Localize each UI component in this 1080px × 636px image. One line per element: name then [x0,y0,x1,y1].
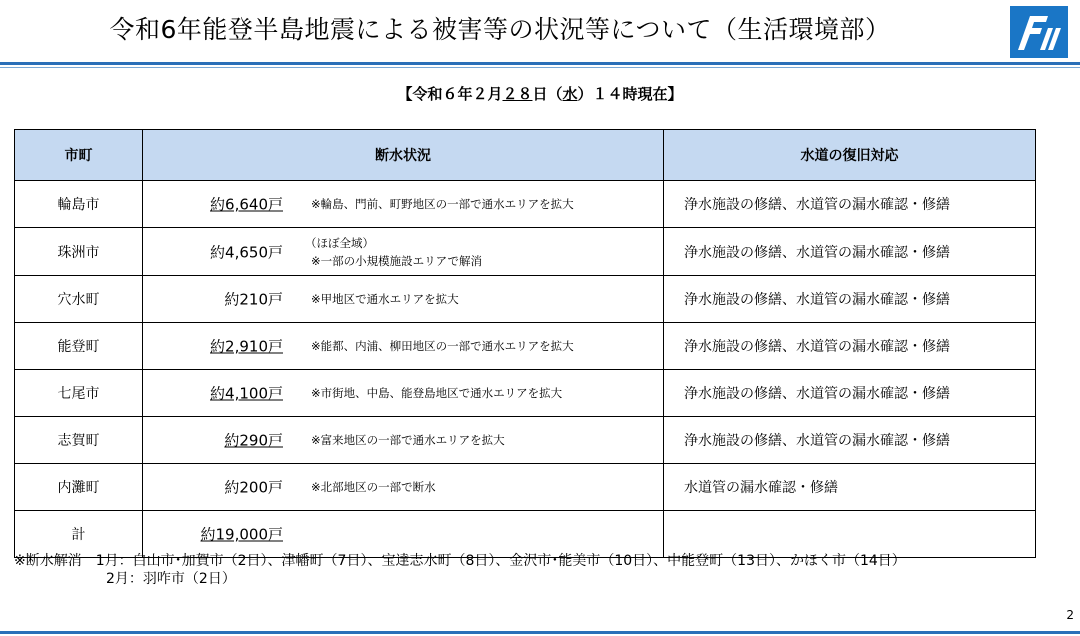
cell-recovery-response: 水道管の漏水確認・修繕 [664,464,1036,511]
cell-recovery-response: 浄水施設の修繕、水道管の漏水確認・修繕 [664,276,1036,323]
cell-outage-status [143,511,664,558]
cell-recovery-response: 浄水施設の修繕、水道管の漏水確認・修繕 [664,181,1036,228]
cell-city: 輪島市 [15,181,143,228]
table-row [15,370,1036,417]
outage-count: 約2,910戸 [210,337,283,356]
page-number: 2 [1066,608,1074,622]
outage-note-block [305,234,482,270]
outage-count: 約6,640戸 [210,195,283,214]
date-mid: 日（ [532,85,563,103]
prefecture-logo [1010,6,1068,58]
cell-city: 内灘町 [15,464,143,511]
cell-recovery-response: 浄水施設の修繕、水道管の漏水確認・修繕 [664,323,1036,370]
outage-note: ※能都、内浦、柳田地区の一部で通水エリアを拡大 [311,339,574,353]
cell-outage-status [143,464,664,511]
column-header-city: 市町 [15,130,143,181]
cell-city: 七尾市 [15,370,143,417]
date-prefix: 【令和６年２月 [397,85,503,103]
footnote-line-2: 2月：羽咋市（2日） [106,571,236,587]
column-header-status: 断水状況 [143,130,664,181]
outage-note: ※市街地、中島、能登島地区で通水エリアを拡大 [311,386,563,400]
header-rule [0,62,1080,65]
outage-count: 約210戸 [224,290,283,309]
date-weekday: 水 [562,85,578,103]
outage-note: ※富来地区の一部で通水エリアを拡大 [311,433,505,447]
cell-outage-status [143,370,664,417]
cell-recovery-response: 浄水施設の修繕、水道管の漏水確認・修繕 [664,228,1036,276]
footer-rule [0,631,1080,634]
outage-note: （ほぼ全域） [305,236,374,250]
as-of-date [0,83,1080,104]
date-day: ２８ [502,85,533,103]
cell-city: 計 [15,511,143,558]
page-title: 令和6年能登半島地震による被害等の状況等について（生活環境部） [109,15,891,44]
logo-icon [1010,6,1068,58]
table-row [15,323,1036,370]
outage-count: 約290戸 [224,431,283,450]
table-row [15,464,1036,511]
table-header-row [15,130,1036,181]
cell-outage-status [143,417,664,464]
water-outage-table [14,129,1036,558]
outage-note: ※輪島、門前、町野地区の一部で通水エリアを拡大 [311,197,574,211]
outage-count: 約200戸 [224,478,283,497]
cell-city: 珠洲市 [15,228,143,276]
cell-recovery-response [664,511,1036,558]
cell-outage-status [143,323,664,370]
footnote-line-1: ※断水解消 1月：白山市･加賀市（2日）、津幡町（7日）、宝達志水町（8日）、金沢市･能美市（10日）、中能登町（13日）、かほく市（14日） [14,553,906,569]
cell-city: 穴水町 [15,276,143,323]
cell-outage-status [143,276,664,323]
table-row [15,181,1036,228]
cell-city: 志賀町 [15,417,143,464]
column-header-response: 水道の復旧対応 [664,130,1036,181]
cell-city: 能登町 [15,323,143,370]
outage-count: 約19,000戸 [200,525,283,544]
cell-outage-status [143,181,664,228]
outage-note-secondary: ※一部の小規模施設エリアで解消 [311,254,482,268]
table-row [15,511,1036,558]
footnote [14,552,906,588]
date-suffix: ）１４時現在】 [577,85,683,103]
outage-count: 約4,650戸 [210,243,283,261]
table-row [15,417,1036,464]
table-row [15,228,1036,276]
outage-note: ※北部地区の一部で断水 [311,480,436,494]
cell-outage-status [143,228,664,276]
header-rule-thin [0,67,1080,68]
outage-count: 約4,100戸 [210,384,283,403]
cell-recovery-response: 浄水施設の修繕、水道管の漏水確認・修繕 [664,370,1036,417]
cell-recovery-response: 浄水施設の修繕、水道管の漏水確認・修繕 [664,417,1036,464]
table-row [15,276,1036,323]
outage-note: ※甲地区で通水エリアを拡大 [311,292,459,306]
